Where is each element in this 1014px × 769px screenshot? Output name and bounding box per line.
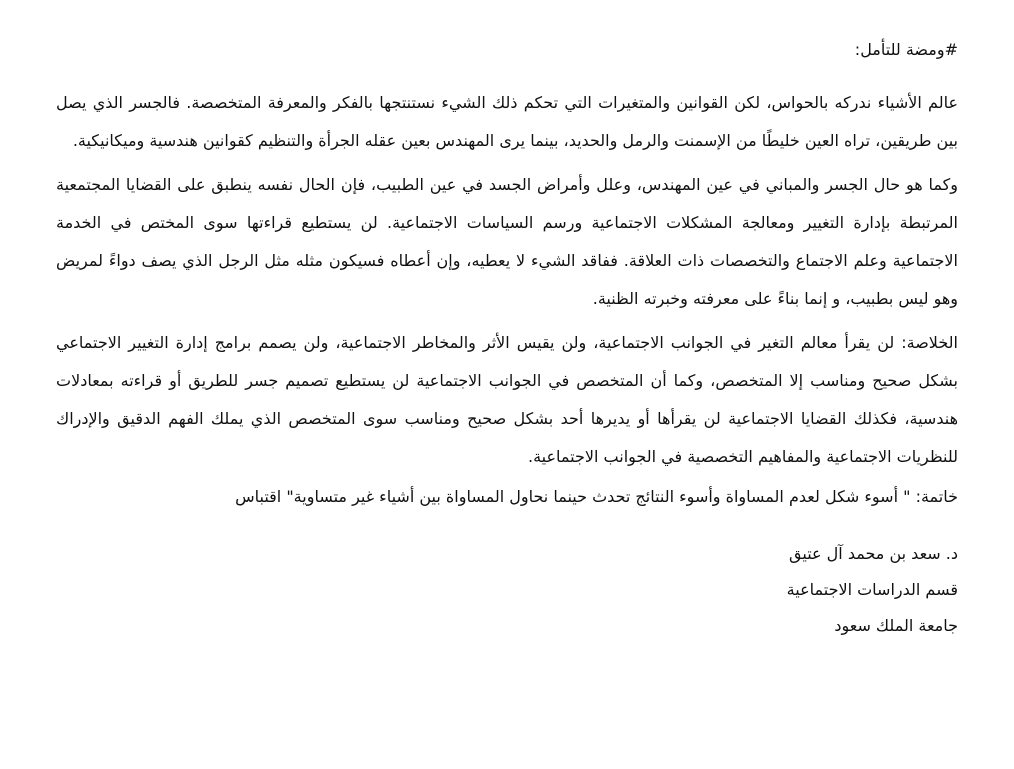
author-name: د. سعد بن محمد آل عتيق xyxy=(789,544,958,563)
paragraph-intro: عالم الأشياء ندركه بالحواس، لكن القوانين والمتغيرات التي تحكم ذلك الشيء نستنتجها بالفكر والمعرفة المتخصصة. فالجسر الذي يصل بين طريقين، تراه العين خليطًا من الإسمنت والرمل والحديد، بينما يرى المهندس بعين عقله الجرأة والتنظيم كقوانين هندسية وميكانيكية. xyxy=(56,93,958,150)
paragraph-summary: الخلاصة: لن يقرأ معالم التغير في الجوانب الاجتماعية، ولن يقيس الأثر والمخاطر الاجتماعية، ولن يصمم برامج إدارة التغيير الاجتماعي بشكل صحيح ومناسب إلا المتخصص، وكما أن المتخصص في الجوانب الاجتماعية لن يستطيع تصميم جسر للطريق أو قراءته بمعادلات هندسية، فكذلك القضايا الاجتماعية لن يقرأها أو يديرها أحد بشكل صحيح ومناسب سوى المتخصص الذي يملك الفهم الدقيق والإدراك للنظريات الاجتماعية والمفاهيم التخصصية في الجوانب الاجتماعية. xyxy=(56,333,958,466)
document-heading: #ومضة للتأمل: xyxy=(854,40,958,59)
signature-block xyxy=(56,536,958,644)
author-department: قسم الدراسات الاجتماعية xyxy=(786,580,958,599)
author-university: جامعة الملك سعود xyxy=(834,616,958,635)
paragraph-comparison: وكما هو حال الجسر والمباني في عين المهندس، وعلل وأمراض الجسد في عين الطبيب، فإن الحال نفسه ينطبق على القضايا المجتمعية المرتبطة بإدارة التغيير ومعالجة المشكلات الاجتماعية ورسم السياسات الاجتماعية. لن يستطيع قراءتها سوى المختص في الخدمة الاجتماعية وعلم الاجتماع والتخصصات ذات العلاقة. ففاقد الشيء لا يعطيه، وإن أعطاه فسيكون مثله مثل الرجل الذي يصف دواءً لمريض وهو ليس بطبيب، و إنما بناءً على معرفته وخبرته الظنية. xyxy=(56,175,958,308)
closing-quote: خاتمة: " أسوء شكل لعدم المساواة وأسوء النتائج تحدث حينما نحاول المساواة بين أشياء غير متساوية" اقتباس xyxy=(235,487,958,506)
